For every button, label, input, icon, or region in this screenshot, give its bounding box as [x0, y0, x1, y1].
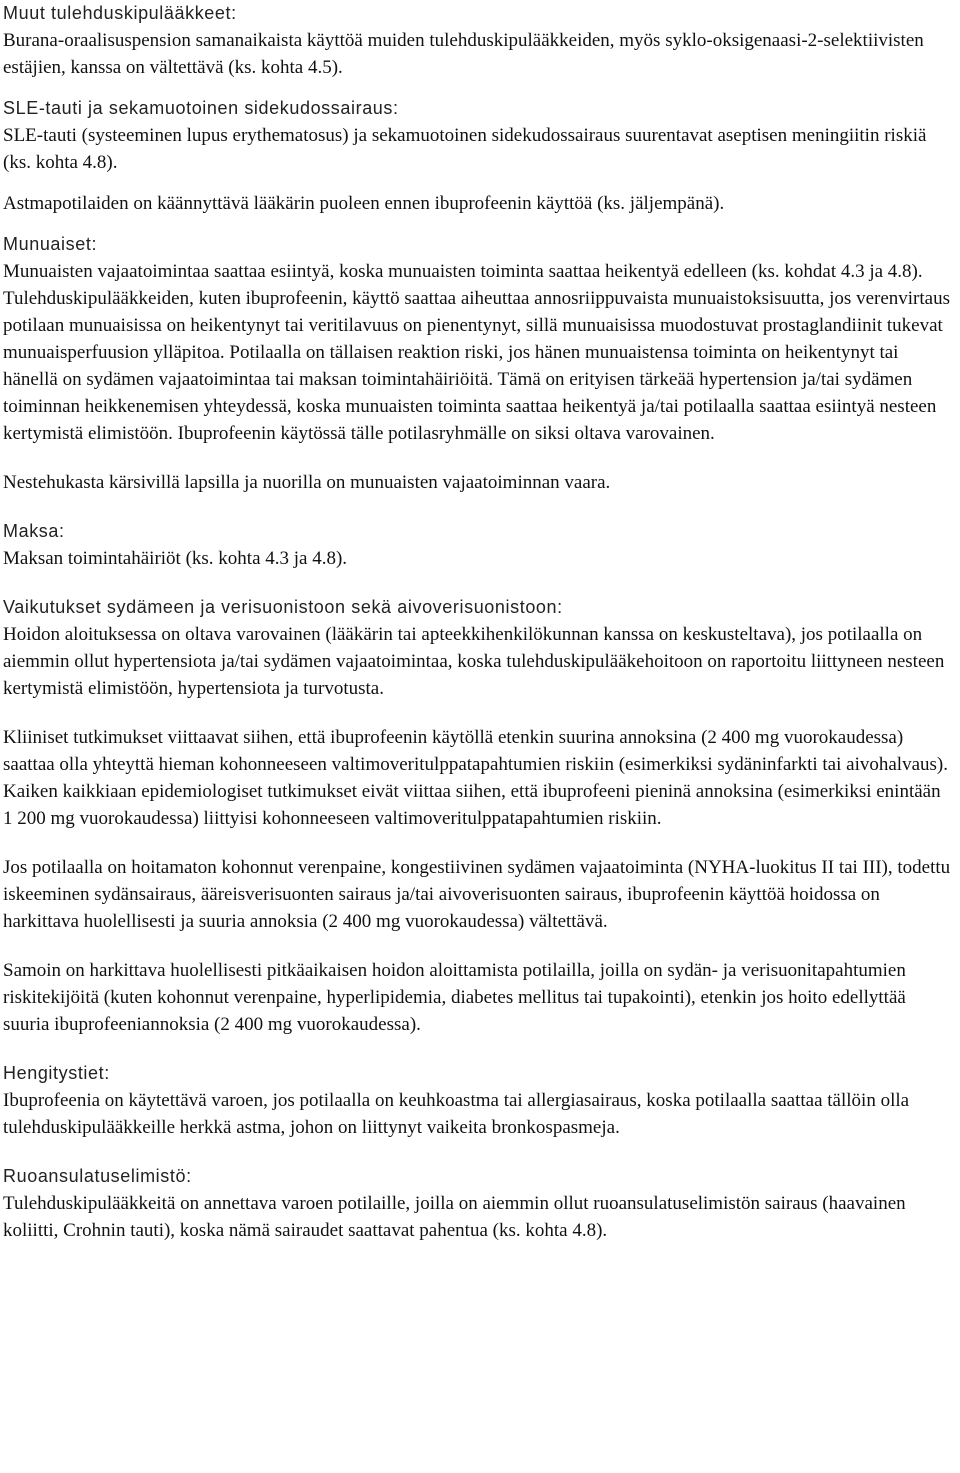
paragraph-sydan-4: Samoin on harkittava huolellisesti pitkäaikaisen hoidon aloittamista potilailla, joilla on sydän- ja verisuonitapahtumien riskitekijöitä (kuten kohonnut verenpaine, hyperlipidemia, diabetes mellitus tai tupakointi), etenkin jos hoito edellyttää suuria ibuprofeeniannoksia (2 400 mg vuorokaudessa). [3, 960, 906, 1035]
paragraph-sydan-1: Hoidon aloituksessa on oltava varovainen (lääkärin tai apteekkihenkilökunnan kanssa on keskusteltava), jos potilaalla on aiemmin ollut hypertensiota ja/tai sydämen vajaatoimintaa, koska tulehduskipulääkehoitoon on raportoitu liittyneen nesteen kertymistä elimistöön, hypertensiota ja turvotusta. [3, 624, 945, 699]
section-heading-muut: Muut tulehduskipulääkkeet: [3, 3, 237, 23]
paragraph-maksa: Maksan toimintahäiriöt (ks. kohta 4.3 ja 4.8). [3, 548, 348, 569]
section-heading-ruoansulatus: Ruoansulatuselimistö: [3, 1166, 192, 1186]
paragraph-munuaiset-1: Munuaisten vajaatoimintaa saattaa esiintyä, koska munuaisten toiminta saattaa heikentyä edelleen (ks. kohdat 4.3 ja 4.8). [3, 261, 923, 282]
paragraph-sydan-3: Jos potilaalla on hoitamaton kohonnut verenpaine, kongestiivinen sydämen vajaatoiminta (NYHA-luokitus II tai III), todettu iskeeminen sydänsairaus, ääreisverisuonten sairaus ja/tai aivoverisuonten sairaus, ibuprofeenin käyttöä hoidossa on harkittava huolellisesti ja suuria annoksia (2 400 mg vuorokaudessa) vältettävä. [3, 857, 951, 932]
paragraph-sydan-2: Kliiniset tutkimukset viittaavat siihen, että ibuprofeenin käytöllä etenkin suurina annoksina (2 400 mg vuorokaudessa) saattaa olla yhteyttä hieman kohonneeseen valtimoveritulppatapahtumien riskiin (esimerkiksi sydäninfarkti tai aivohalvaus). Kaiken kaikkiaan epidemiologiset tutkimukset eivät viittaa siihen, että ibuprofeeni pieninä annoksina (esimerkiksi enintään 1 200 mg vuorokaudessa) liittyisi kohonneeseen valtimoveritulppatapahtumien riskiin. [3, 727, 948, 829]
paragraph-sle: SLE-tauti (systeeminen lupus erythematosus) ja sekamuotoinen sidekudossairaus suurentavat aseptisen meningiitin riskiä (ks. kohta 4.8). [3, 125, 927, 173]
paragraph-munuaiset-2: Tulehduskipulääkkeiden, kuten ibuprofeenin, käyttö saattaa aiheuttaa annosriippuvaista munuaistoksisuutta, jos verenvirtaus potilaan munuaisissa on heikentynyt tai veritilavuus on pienentynyt, sillä munuaisissa muodostuvat prostaglandiinit tukevat munuaisperfuusion ylläpitoa. Potilaalla on tällaisen reaktion riski, jos hänen munuaistensa toiminta on heikentynyt tai hänellä on sydämen vajaatoimintaa tai maksan toimintahäiriöitä. Tämä on erityisen tärkeää hypertension ja/tai sydämen toiminnan heikkenemisen yhteydessä, koska munuaisten toiminta saattaa heikentyä ja/tai potilaalla saattaa esiintyä nesteen kertymistä elimistöön. Ibuprofeenin käytössä tälle potilasryhmälle on siksi oltava varovainen. [3, 288, 950, 444]
section-heading-sle: SLE-tauti ja sekamuotoinen sidekudossairaus: [3, 98, 399, 118]
section-heading-hengitystiet: Hengitystiet: [3, 1063, 110, 1083]
section-heading-munuaiset: Munuaiset: [3, 234, 98, 254]
paragraph-ruoansulatus: Tulehduskipulääkkeitä on annettava varoen potilaille, joilla on aiemmin ollut ruoansulatuselimistön sairaus (haavainen koliitti, Crohnin tauti), koska nämä sairaudet saattavat pahentua (ks. kohta 4.8). [3, 1193, 906, 1241]
paragraph-muut: Burana-oraalisuspension samanaikaista käyttöä muiden tulehduskipulääkkeiden, myös syklo-oksigenaasi-2-selektiivisten estäjien, kanssa on vältettävä (ks. kohta 4.5). [3, 30, 924, 78]
paragraph-astma: Astmapotilaiden on käännyttävä lääkärin puoleen ennen ibuprofeenin käyttöä (ks. jäljempänä). [3, 193, 725, 214]
section-heading-sydan: Vaikutukset sydämeen ja verisuonistoon sekä aivoverisuonistoon: [3, 597, 563, 617]
section-heading-maksa: Maksa: [3, 521, 65, 541]
paragraph-hengitystiet: Ibuprofeenia on käytettävä varoen, jos potilaalla on keuhkoastma tai allergiasairaus, koska potilaalla saattaa tällöin olla tulehduskipulääkkeille herkkä astma, johon on liittynyt vaikeita bronkospasmeja. [3, 1090, 910, 1138]
paragraph-munuaiset-3: Nestehukasta kärsivillä lapsilla ja nuorilla on munuaisten vajaatoiminnan vaara. [3, 472, 611, 493]
